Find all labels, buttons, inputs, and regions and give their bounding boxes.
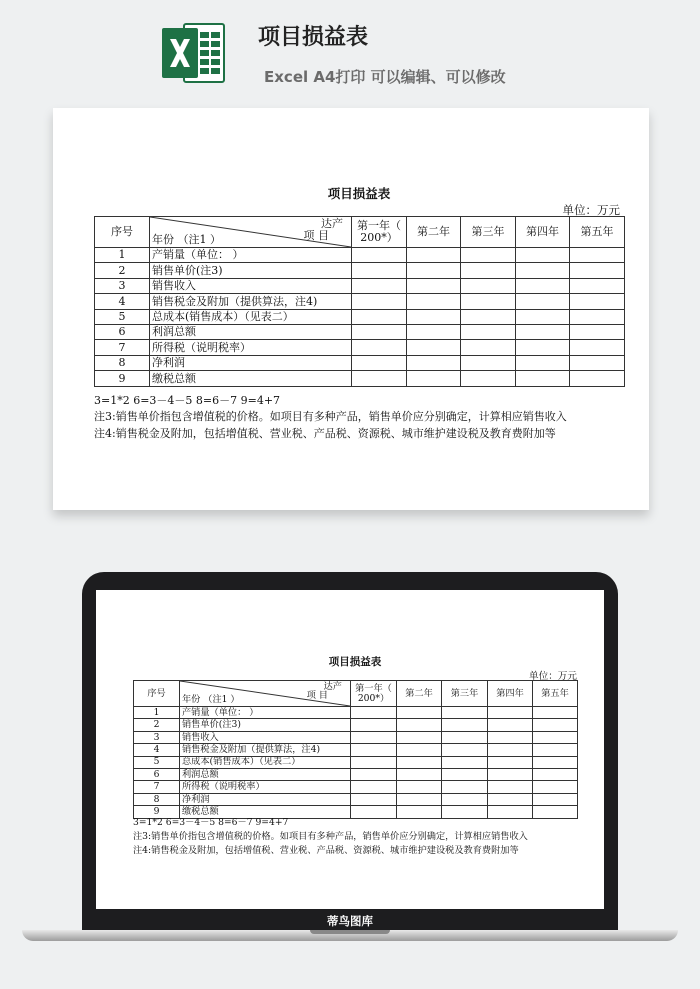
table-row: 7 所得税（说明税率） — [134, 781, 578, 793]
document-small — [133, 654, 577, 854]
excel-icon — [162, 20, 226, 86]
table-row: 1 产销量（单位： ） — [134, 707, 578, 719]
header-year3: 第三年 — [442, 681, 488, 707]
formula-note: 3=1*2 6=3－4－5 8=6－7 9=4+7 — [133, 817, 289, 828]
table-row: 5 总成本(销售成本）（见表二） — [95, 309, 625, 324]
unit-label: 单位：万元 — [562, 203, 620, 217]
header-diag-bottom-left: 年份 （注1 ） — [182, 694, 240, 706]
table-row: 4 销售税金及附加（提供算法，注4) — [95, 294, 625, 309]
table-row: 6 利润总额 — [95, 324, 625, 339]
header-year1: 第一年（ 200*） — [352, 217, 407, 248]
header-diag-top-right: 达产 — [321, 217, 343, 230]
table-row: 8 净利润 — [134, 793, 578, 805]
profit-loss-table — [94, 216, 625, 387]
header-diag-bottom-left: 年份 （注1 ） — [152, 233, 221, 247]
header-year3: 第三年 — [461, 217, 516, 248]
header-subtitle: Excel A4打印 可以编辑、可以修改 — [264, 68, 506, 86]
document-title: 项目损益表 — [327, 186, 391, 201]
note-3: 注3:销售单价指包含增值税的价格。如项目有多种产品，销售单价应分别确定，计算相应销售收入 — [94, 410, 567, 423]
table-row: 3 销售收入 — [95, 278, 625, 293]
table-row: 9 缴税总额 — [95, 371, 625, 386]
table-row: 3 销售收入 — [134, 731, 578, 743]
table-row: 8 净利润 — [95, 355, 625, 370]
header-year5: 第五年 — [533, 681, 578, 707]
unit-label: 单位：万元 — [529, 671, 577, 682]
header-seq: 序号 — [134, 681, 180, 707]
document-large — [94, 180, 624, 440]
note-4: 注4:销售税金及附加，包括增值税、营业税、产品税、资源税、城市维护建设税及教育费附加等 — [94, 427, 556, 440]
table-header-row — [134, 681, 578, 707]
header-year5: 第五年 — [570, 217, 625, 248]
profit-loss-table — [133, 680, 578, 819]
header-diag-top-right: 达产 — [323, 681, 342, 692]
note-4: 注4:销售税金及附加，包括增值税、营业税、产品税、资源税、城市维护建设税及教育费附加等 — [133, 845, 519, 856]
header-year4: 第四年 — [516, 217, 570, 248]
table-row: 4 销售税金及附加（提供算法，注4) — [134, 744, 578, 756]
formula-note: 3=1*2 6=3－4－5 8=6－7 9=4+7 — [94, 394, 281, 407]
table-row: 9 缴税总额 — [134, 806, 578, 818]
header-year1: 第一年（ 200*） — [351, 681, 397, 707]
table-header-row — [95, 217, 625, 248]
table-row: 1 产销量（单位： ） — [95, 248, 625, 263]
table-row: 6 利润总额 — [134, 768, 578, 780]
header-year2: 第二年 — [397, 681, 442, 707]
table-row: 2 销售单价(注3) — [134, 719, 578, 731]
header-diag-middle-right: 项 目 — [303, 229, 329, 242]
header-year2: 第二年 — [407, 217, 461, 248]
header-diagonal-cell — [180, 681, 351, 707]
table-row: 7 所得税（说明税率） — [95, 340, 625, 355]
header-diagonal-cell — [150, 217, 352, 248]
document-title: 项目损益表 — [328, 656, 382, 668]
table-row: 2 销售单价(注3) — [95, 263, 625, 278]
header-title: 项目损益表 — [258, 25, 369, 50]
header-diag-middle-right: 项 目 — [306, 690, 328, 701]
note-3: 注3:销售单价指包含增值税的价格。如项目有多种产品，销售单价应分别确定，计算相应销售收入 — [133, 831, 528, 842]
table-row: 5 总成本(销售成本）（见表二） — [134, 756, 578, 768]
header-year4: 第四年 — [488, 681, 533, 707]
laptop-brand-label: 蒂鸟图库 — [327, 914, 373, 928]
laptop-notch — [310, 930, 390, 934]
header-seq: 序号 — [95, 217, 150, 248]
